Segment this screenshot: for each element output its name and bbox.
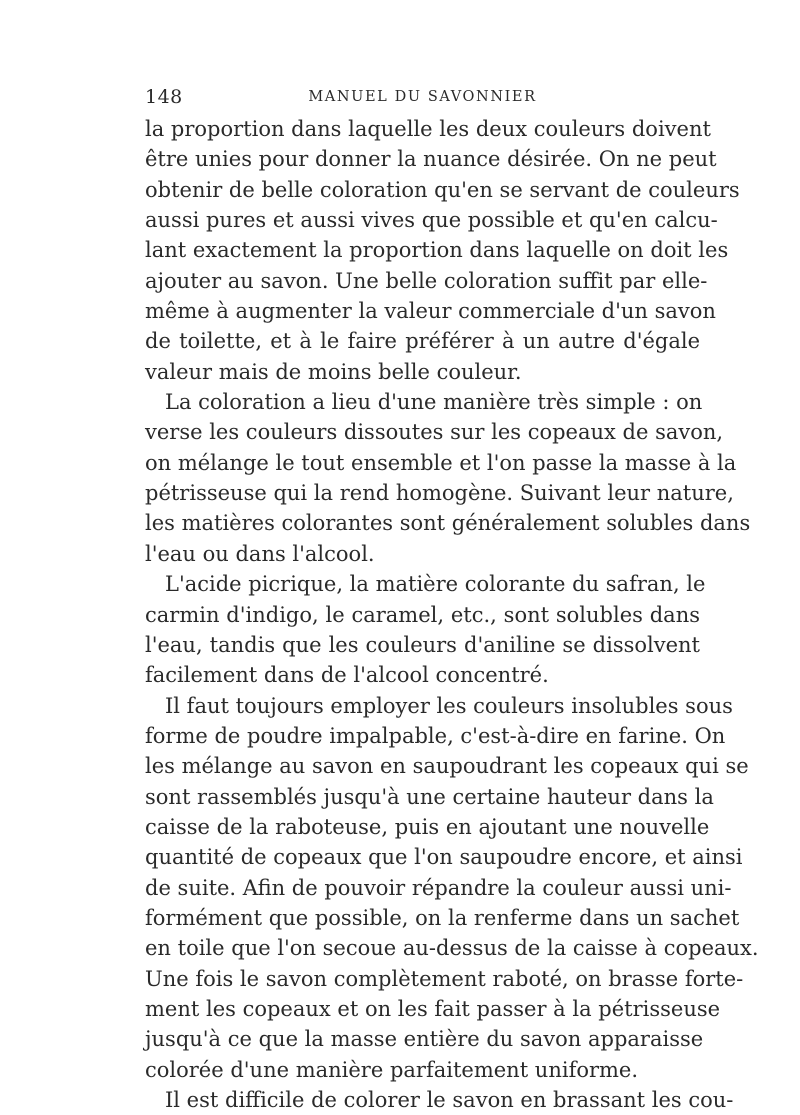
body-text bbox=[145, 114, 759, 1115]
text-line: être unies pour donner la nuance désirée. On ne peut bbox=[145, 147, 717, 172]
text-line: lant exactement la proportion dans laquelle on doit les bbox=[145, 238, 729, 263]
text-line: verse les couleurs dissoutes sur les copeaux de savon, bbox=[145, 420, 724, 445]
text-line: colorée d'une manière parfaitement uniforme. bbox=[145, 1057, 639, 1082]
text-line: même à augmenter la valeur commerciale d'un savon bbox=[145, 299, 716, 324]
text-line: les mélange au savon en saupoudrant les copeaux qui se bbox=[145, 754, 749, 779]
text-line: on mélange le tout ensemble et l'on passe la masse à la bbox=[145, 450, 737, 475]
text-line: en toile que l'on secoue au-dessus de la caisse à copeaux. bbox=[145, 936, 759, 961]
paragraph-first-line: Il faut toujours employer les couleurs insolubles sous bbox=[165, 693, 733, 718]
text-line: caisse de la raboteuse, puis en ajoutant une nouvelle bbox=[145, 814, 710, 839]
text-line: carmin d'indigo, le caramel, etc., sont solubles dans bbox=[145, 602, 700, 627]
text-line: de suite. Afin de pouvoir répandre la couleur aussi uni- bbox=[145, 875, 732, 900]
text-line: ajouter au savon. Une belle coloration suffit par elle- bbox=[145, 268, 708, 293]
paragraph-first-line: La coloration a lieu d'une manière très simple : on bbox=[165, 390, 703, 415]
text-line: quantité de copeaux que l'on saupoudre encore, et ainsi bbox=[145, 845, 743, 870]
text-line: Une fois le savon complètement raboté, on brasse forte- bbox=[145, 966, 744, 991]
text-line: de toilette, et à le faire préférer à un autre d'égale bbox=[145, 329, 700, 354]
text-line: les matières colorantes sont généralement solubles dans bbox=[145, 511, 751, 536]
text-line: aussi pures et aussi vives que possible et qu'en calcu- bbox=[145, 208, 718, 233]
page-number: 148 bbox=[145, 86, 183, 108]
text-line: ment les copeaux et on les fait passer à la pétrisseuse bbox=[145, 996, 721, 1021]
text-line: l'eau, tandis que les couleurs d'aniline se dissolvent bbox=[145, 632, 700, 657]
text-line: obtenir de belle coloration qu'en se servant de couleurs bbox=[145, 177, 740, 202]
text-line: la proportion dans laquelle les deux couleurs doivent bbox=[145, 117, 711, 141]
text-line: l'eau ou dans l'alcool. bbox=[145, 541, 375, 566]
text-line: forme de poudre impalpable, c'est-à-dire en farine. On bbox=[145, 723, 726, 748]
paragraph-first-line: L'acide picrique, la matière colorante du safran, le bbox=[165, 572, 706, 597]
text-line: valeur mais de moins belle couleur. bbox=[145, 359, 522, 384]
running-head bbox=[145, 86, 700, 112]
running-title: MANUEL DU SAVONNIER bbox=[308, 89, 537, 105]
text-line: facilement dans de l'alcool concentré. bbox=[145, 663, 549, 688]
text-line: sont rassemblés jusqu'à une certaine hauteur dans la bbox=[145, 784, 714, 809]
text-line: pétrisseuse qui la rend homogène. Suivant leur nature, bbox=[145, 481, 734, 506]
text-line: formément que possible, on la renferme dans un sachet bbox=[145, 905, 740, 930]
paragraph-first-line: Il est difficile de colorer le savon en brassant les cou- bbox=[165, 1088, 734, 1112]
text-line: jusqu'à ce que la masse entière du savon apparaisse bbox=[145, 1027, 704, 1052]
